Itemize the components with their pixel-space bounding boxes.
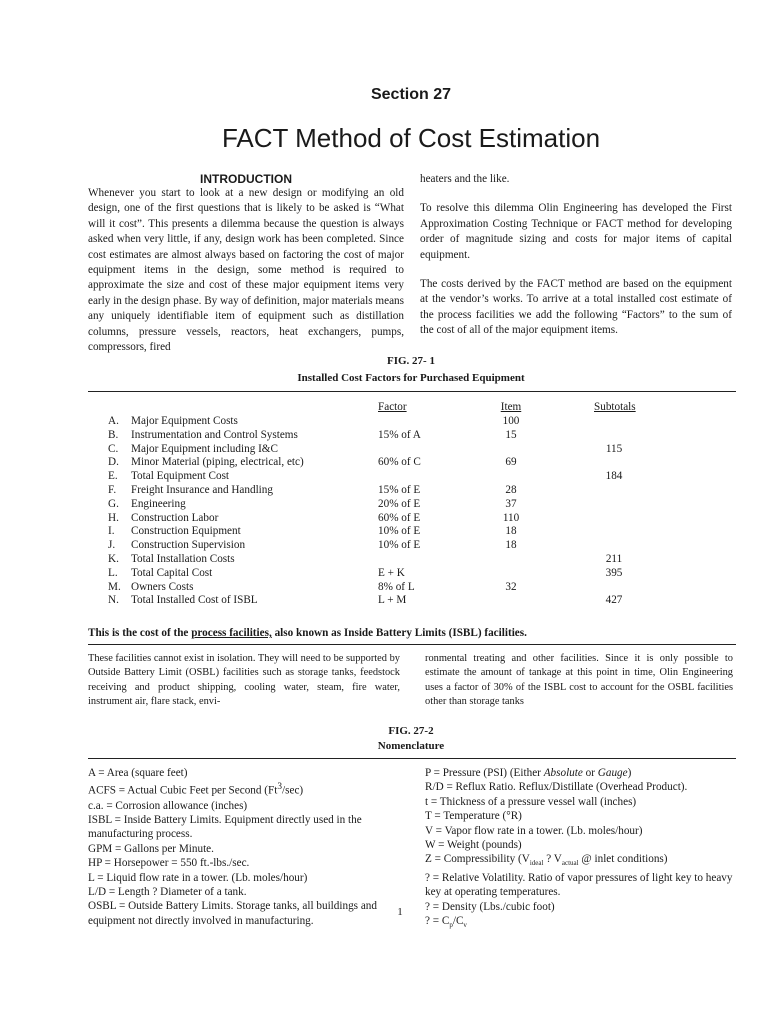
row-subtotal: 427 [605, 594, 623, 607]
section-label: Section 27 [370, 86, 452, 103]
intro-paragraph: Whenever you start to look at a new design or modifying an old design, one of the first questions that is likely to be asked is “What will it cost”. This presents a dilemma because the question is always asked when very little, if any, design work has been completed. Since cost estimates are almost always based on factoring the cost of major equipment items in the design, some method is required to approximate the size and cost of these major equipment items very early in the design phase. By way of definition, major materials means any uniquely identifiable item of equipment such as distillation columns, pressure vessels, reactors, heat exchangers, pumps, compressors, fired [88, 187, 404, 354]
row-description: Instrumentation and Control Systems [131, 428, 298, 441]
table-row [108, 566, 728, 580]
row-description: Construction Labor [131, 511, 219, 524]
intro-paragraph: The costs derived by the FACT method are based on the equipment at the vendor’s works. To arrive at a total installed cost estimate of the process facilities we add the following “Factors” to the sum of the cost of all of the major equipment items. [420, 278, 732, 337]
table-row [108, 455, 728, 469]
nomenclature-item: L/D = Length ? Diameter of a tank. [88, 885, 247, 898]
row-letter: G. [108, 497, 119, 510]
row-factor: 10% of E [378, 539, 421, 552]
divider [88, 391, 736, 392]
row-letter: B. [108, 428, 119, 441]
nomenclature-left [88, 766, 400, 928]
row-description: Freight Insurance and Handling [131, 484, 273, 496]
nomenclature-item: A = Area (square feet) [88, 767, 188, 779]
row-description: Major Equipment including I&C [131, 442, 278, 455]
row-factor: 20% of E [378, 497, 421, 510]
table-row [108, 483, 728, 497]
row-subtotal: 115 [605, 442, 623, 455]
nomenclature-item: GPM = Gallons per Minute. [88, 842, 214, 855]
row-letter: K. [108, 553, 119, 565]
divider [88, 644, 736, 645]
osbl-left-column: These facilities cannot exist in isolation. They will need to be supported by Outside Battery Limit (OSBL) facilities such as storage tanks, feedstock receiving and product shipping, cooling water, steam, fire water, instrument air, flare stack, envi- [88, 653, 400, 708]
row-letter: I. [108, 525, 115, 538]
intro-heading: INTRODUCTION [200, 172, 292, 186]
fig2-label: FIG. 27-2 [388, 725, 434, 737]
row-factor: 10% of E [378, 525, 421, 538]
row-description: Major Equipment Costs [131, 415, 238, 427]
intro-paragraph: To resolve this dilemma Olin Engineering has developed the First Approximation Costing Technique or FACT method for developing order of magnitude sizing and costs for major items of capital equipment. [420, 202, 732, 261]
table-row [108, 469, 728, 483]
nomenclature-item: R/D = Reflux Ratio. Reflux/Distillate (Overhead Product). [425, 781, 688, 794]
table-row [108, 524, 728, 538]
isbl-note-text: This is the cost of the [88, 627, 192, 639]
row-description: Total Installation Costs [131, 553, 235, 565]
isbl-note [88, 627, 527, 639]
row-letter: L. [108, 566, 118, 579]
page-number: 1 [397, 906, 403, 918]
fig2-title: Nomenclature [377, 740, 445, 752]
nomenclature-item: P = Pressure (PSI) (Either Absolute or Gauge) [425, 767, 632, 779]
table-row [108, 511, 728, 525]
row-item: 110 [502, 511, 520, 524]
row-letter: H. [108, 511, 119, 524]
row-item: 28 [505, 484, 517, 496]
row-item: 15 [505, 428, 517, 441]
row-factor: 60% of C [378, 456, 421, 469]
table-row [108, 580, 728, 594]
table-row [108, 414, 728, 428]
table-header-row [108, 400, 728, 414]
row-factor: 15% of A [378, 428, 421, 441]
row-letter: E. [108, 470, 118, 483]
nomenclature-item: HP = Horsepower = 550 ft.-lbs./sec. [88, 857, 250, 870]
nomenclature-item: c.a. = Corrosion allowance (inches) [88, 799, 248, 812]
row-description: Engineering [131, 497, 186, 510]
row-letter: C. [108, 442, 119, 455]
table-row [108, 552, 728, 566]
row-factor: 8% of L [378, 580, 415, 593]
row-factor: 60% of E [378, 511, 421, 524]
osbl-right-column: ronmental treating and other facilities. Since it is only possible to estimate the amount of tankage at this point in time, Olin Engineering uses a factor of 30% of the ISBL cost to account for the OSBL facilities other than storage tanks [425, 653, 733, 708]
item-header: Item [500, 401, 522, 413]
table-row [108, 593, 728, 607]
nomenclature-item: Z = Compressibility ($V_{ideal}$ ? $V_{actual}$ @ inlet conditions) [425, 853, 668, 868]
row-item: 100 [502, 415, 520, 427]
nomenclature-item: ACFS = Actual Cubic Feet per Second (Ft$^3$/sec) [88, 782, 304, 798]
subtotals-header: Subtotals [594, 401, 636, 413]
table-row [108, 497, 728, 511]
nomenclature-item: t = Thickness of a pressure vessel wall (inches) [425, 795, 637, 808]
row-letter: M. [108, 580, 121, 593]
row-subtotal: 184 [605, 470, 623, 483]
divider [88, 758, 736, 759]
row-subtotal: 211 [605, 553, 623, 565]
row-letter: N. [108, 594, 119, 607]
row-factor: E + K [378, 566, 405, 579]
row-description: Owners Costs [131, 580, 194, 593]
row-letter: A. [108, 415, 119, 427]
row-letter: F. [108, 484, 117, 496]
row-subtotal: 395 [605, 566, 623, 579]
nomenclature-item: ? = Density (Lbs./cubic foot) [425, 900, 555, 913]
row-item: 69 [505, 456, 517, 469]
nomenclature-item: L = Liquid flow rate in a tower. (Lb. moles/hour) [88, 871, 308, 884]
row-item: 18 [505, 539, 517, 552]
table-row [108, 442, 728, 456]
nomenclature-item: V = Vapor flow rate in a tower. (Lb. moles/hour) [425, 824, 643, 837]
fig1-title: Installed Cost Factors for Purchased Equipment [297, 372, 525, 384]
row-description: Total Equipment Cost [131, 470, 230, 483]
process-facilities-link[interactable]: process facilities, [191, 627, 272, 639]
row-description: Total Capital Cost [131, 566, 213, 579]
cost-factor-table [108, 400, 728, 620]
table-row [108, 428, 728, 442]
row-item: 18 [505, 525, 517, 538]
nomenclature-item: ISBL = Inside Battery Limits. Equipment directly used in the manufacturing process. [88, 813, 362, 841]
intro-right-column [420, 172, 732, 353]
row-description: Construction Supervision [131, 539, 246, 552]
nomenclature-item: W = Weight (pounds) [425, 839, 522, 852]
intro-paragraph: heaters and the like. [420, 173, 510, 185]
page-title: FACT Method of Cost Estimation [221, 123, 601, 153]
nomenclature-item: ? = Relative Volatility. Ratio of vapor pressures of light key to heavy key at operating temperatures. [425, 872, 733, 899]
fig1-label: FIG. 27- 1 [387, 355, 435, 367]
row-item: 37 [505, 497, 517, 510]
nomenclature-item: ? = $C_p/C_v$ [425, 915, 467, 930]
row-letter: D. [108, 456, 119, 469]
isbl-note-text: also known as Inside Battery Limits (ISBL) facilities. [271, 627, 527, 639]
row-description: Total Installed Cost of ISBL [131, 594, 258, 607]
row-description: Construction Equipment [131, 525, 241, 538]
nomenclature-item: OSBL = Outside Battery Limits. Storage tanks, all buildings and equipment not directly involved in manufacturing. [88, 900, 377, 927]
row-description: Minor Material (piping, electrical, etc) [131, 456, 304, 469]
row-item: 32 [505, 580, 517, 593]
nomenclature-item: T = Temperature (°R) [425, 810, 522, 823]
row-letter: J. [108, 539, 116, 552]
row-factor: L + M [378, 594, 407, 607]
row-factor: 15% of E [378, 484, 421, 496]
table-row [108, 538, 728, 552]
intro-left-column [88, 186, 404, 369]
factor-header: Factor [378, 401, 407, 413]
